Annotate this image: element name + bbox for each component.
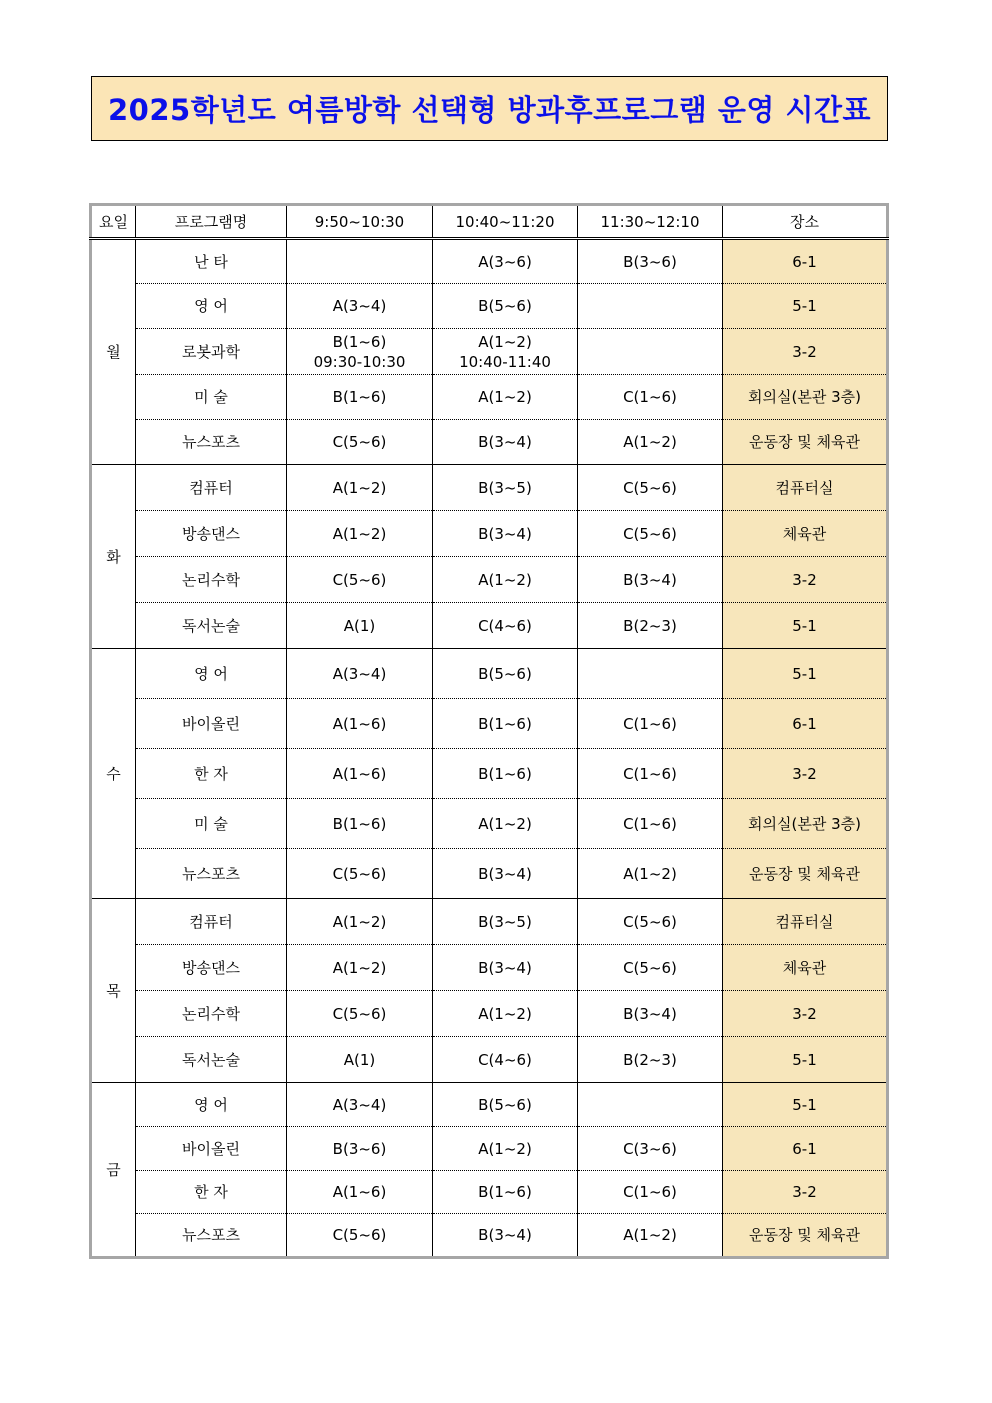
place-cell: 3-2 bbox=[723, 329, 888, 375]
program-name: 한 자 bbox=[136, 1171, 287, 1214]
slot3-cell: A(1~2) bbox=[578, 420, 723, 465]
page-title: 2025학년도 여름방학 선택형 방과후프로그램 운영 시간표 bbox=[107, 93, 871, 127]
table-row bbox=[91, 557, 888, 603]
slot3-cell bbox=[578, 649, 723, 699]
program-name: 영 어 bbox=[136, 1083, 287, 1127]
place-cell: 5-1 bbox=[723, 284, 888, 329]
slot2-cell: B(3~5) bbox=[433, 465, 578, 511]
table-row bbox=[91, 375, 888, 420]
table-row bbox=[91, 799, 888, 849]
place-cell: 5-1 bbox=[723, 603, 888, 649]
slot1-cell: B(1~6) bbox=[287, 799, 433, 849]
slot1-cell: C(5~6) bbox=[287, 991, 433, 1037]
place-cell: 운동장 및 체육관 bbox=[723, 849, 888, 899]
program-name: 컴퓨터 bbox=[136, 899, 287, 945]
header-slot1: 9:50~10:30 bbox=[287, 205, 433, 239]
slot2-cell: A(1~2) bbox=[433, 1127, 578, 1171]
day-cell: 목 bbox=[91, 899, 136, 1083]
table-row bbox=[91, 945, 888, 991]
slot3-cell: C(1~6) bbox=[578, 1171, 723, 1214]
program-name: 방송댄스 bbox=[136, 511, 287, 557]
table-row bbox=[91, 1083, 888, 1127]
program-name: 논리수학 bbox=[136, 991, 287, 1037]
slot2-cell: B(3~4) bbox=[433, 1214, 578, 1258]
slot3-cell: C(5~6) bbox=[578, 899, 723, 945]
program-name: 영 어 bbox=[136, 649, 287, 699]
table-row bbox=[91, 699, 888, 749]
program-name: 방송댄스 bbox=[136, 945, 287, 991]
table-row bbox=[91, 239, 888, 284]
slot2-cell: C(4~6) bbox=[433, 603, 578, 649]
place-cell: 5-1 bbox=[723, 1083, 888, 1127]
slot2-cell: A(3~6) bbox=[433, 239, 578, 284]
slot1-cell: B(1~6) bbox=[287, 375, 433, 420]
slot3-cell: C(5~6) bbox=[578, 945, 723, 991]
slot2-cell: A(1~2) bbox=[433, 799, 578, 849]
day-cell: 월 bbox=[91, 239, 136, 465]
table-row bbox=[91, 749, 888, 799]
table-row bbox=[91, 991, 888, 1037]
slot3-cell: C(1~6) bbox=[578, 699, 723, 749]
slot2-cell: B(3~4) bbox=[433, 849, 578, 899]
slot2-cell: B(5~6) bbox=[433, 1083, 578, 1127]
slot-group: A(1~2) bbox=[478, 332, 532, 351]
table-row bbox=[91, 511, 888, 557]
slot1-cell: A(1~6) bbox=[287, 1171, 433, 1214]
program-name: 뉴스포츠 bbox=[136, 420, 287, 465]
program-name: 논리수학 bbox=[136, 557, 287, 603]
slot2-cell: B(3~5) bbox=[433, 899, 578, 945]
slot1-cell: C(5~6) bbox=[287, 1214, 433, 1258]
slot3-cell: C(1~6) bbox=[578, 749, 723, 799]
place-cell: 체육관 bbox=[723, 511, 888, 557]
place-cell: 6-1 bbox=[723, 1127, 888, 1171]
place-cell: 운동장 및 체육관 bbox=[723, 420, 888, 465]
day-cell: 수 bbox=[91, 649, 136, 899]
slot3-cell: B(3~4) bbox=[578, 991, 723, 1037]
slot3-cell: B(3~6) bbox=[578, 239, 723, 284]
slot1-cell: A(3~4) bbox=[287, 649, 433, 699]
place-cell: 6-1 bbox=[723, 239, 888, 284]
slot1-cell bbox=[287, 329, 433, 375]
slot2-cell bbox=[433, 329, 578, 375]
table-row bbox=[91, 1127, 888, 1171]
slot3-cell bbox=[578, 284, 723, 329]
program-name: 바이올린 bbox=[136, 1127, 287, 1171]
slot1-cell: A(1~6) bbox=[287, 699, 433, 749]
place-cell: 5-1 bbox=[723, 649, 888, 699]
header-day: 요일 bbox=[91, 205, 136, 239]
slot2-cell: A(1~2) bbox=[433, 991, 578, 1037]
table-row bbox=[91, 420, 888, 465]
slot1-cell: A(1~6) bbox=[287, 749, 433, 799]
slot3-cell: A(1~2) bbox=[578, 1214, 723, 1258]
program-name: 바이올린 bbox=[136, 699, 287, 749]
slot-time-note: 10:40-11:40 bbox=[459, 352, 551, 371]
slot1-cell: A(1~2) bbox=[287, 945, 433, 991]
place-cell: 컴퓨터실 bbox=[723, 899, 888, 945]
program-name: 뉴스포츠 bbox=[136, 849, 287, 899]
program-name: 컴퓨터 bbox=[136, 465, 287, 511]
table-row bbox=[91, 329, 888, 375]
slot3-cell: B(2~3) bbox=[578, 603, 723, 649]
slot1-cell: C(5~6) bbox=[287, 420, 433, 465]
slot3-cell: C(1~6) bbox=[578, 799, 723, 849]
program-name: 미 술 bbox=[136, 799, 287, 849]
slot2-cell: B(3~4) bbox=[433, 511, 578, 557]
slot1-cell: B(3~6) bbox=[287, 1127, 433, 1171]
program-name: 뉴스포츠 bbox=[136, 1214, 287, 1258]
table-row bbox=[91, 899, 888, 945]
slot1-cell: C(5~6) bbox=[287, 557, 433, 603]
slot2-cell: B(5~6) bbox=[433, 284, 578, 329]
place-cell: 3-2 bbox=[723, 991, 888, 1037]
place-cell: 5-1 bbox=[723, 1037, 888, 1083]
day-cell: 금 bbox=[91, 1083, 136, 1258]
program-name: 난 타 bbox=[136, 239, 287, 284]
table-row bbox=[91, 284, 888, 329]
slot2-cell: B(1~6) bbox=[433, 699, 578, 749]
slot2-cell: B(1~6) bbox=[433, 749, 578, 799]
program-name: 독서논술 bbox=[136, 1037, 287, 1083]
slot2-cell: B(3~4) bbox=[433, 945, 578, 991]
slot1-cell: C(5~6) bbox=[287, 849, 433, 899]
place-cell: 3-2 bbox=[723, 557, 888, 603]
place-cell: 3-2 bbox=[723, 1171, 888, 1214]
program-name: 한 자 bbox=[136, 749, 287, 799]
slot3-cell: C(1~6) bbox=[578, 375, 723, 420]
slot3-cell bbox=[578, 329, 723, 375]
slot1-cell: A(1~2) bbox=[287, 465, 433, 511]
place-cell: 회의실(본관 3층) bbox=[723, 799, 888, 849]
slot3-cell: A(1~2) bbox=[578, 849, 723, 899]
table-row bbox=[91, 649, 888, 699]
table-row bbox=[91, 603, 888, 649]
table-row bbox=[91, 1037, 888, 1083]
program-name: 미 술 bbox=[136, 375, 287, 420]
place-cell: 3-2 bbox=[723, 749, 888, 799]
table-row bbox=[91, 1171, 888, 1214]
slot1-cell: A(1) bbox=[287, 1037, 433, 1083]
table-row bbox=[91, 849, 888, 899]
place-cell: 운동장 및 체육관 bbox=[723, 1214, 888, 1258]
header-program: 프로그램명 bbox=[136, 205, 287, 239]
slot1-cell: A(1) bbox=[287, 603, 433, 649]
slot1-cell: A(3~4) bbox=[287, 284, 433, 329]
place-cell: 컴퓨터실 bbox=[723, 465, 888, 511]
header-place: 장소 bbox=[723, 205, 888, 239]
slot3-cell: C(5~6) bbox=[578, 511, 723, 557]
place-cell: 6-1 bbox=[723, 699, 888, 749]
slot2-cell: B(3~4) bbox=[433, 420, 578, 465]
slot3-cell: C(3~6) bbox=[578, 1127, 723, 1171]
program-name: 독서논술 bbox=[136, 603, 287, 649]
schedule-table bbox=[89, 203, 889, 1259]
slot-time-note: 09:30-10:30 bbox=[313, 352, 406, 371]
slot2-cell: C(4~6) bbox=[433, 1037, 578, 1083]
slot2-cell: A(1~2) bbox=[433, 557, 578, 603]
place-cell: 회의실(본관 3층) bbox=[723, 375, 888, 420]
slot1-cell: A(3~4) bbox=[287, 1083, 433, 1127]
slot3-cell: C(5~6) bbox=[578, 465, 723, 511]
slot1-cell: A(1~2) bbox=[287, 899, 433, 945]
title-box bbox=[91, 76, 888, 141]
header-slot2: 10:40~11:20 bbox=[433, 205, 578, 239]
header-slot3: 11:30~12:10 bbox=[578, 205, 723, 239]
slot2-cell: A(1~2) bbox=[433, 375, 578, 420]
program-name: 영 어 bbox=[136, 284, 287, 329]
slot3-cell: B(2~3) bbox=[578, 1037, 723, 1083]
header-row bbox=[91, 205, 888, 239]
table-row bbox=[91, 465, 888, 511]
slot-group: B(1~6) bbox=[332, 332, 387, 351]
table-row bbox=[91, 1214, 888, 1258]
slot3-cell: B(3~4) bbox=[578, 557, 723, 603]
slot1-cell: A(1~2) bbox=[287, 511, 433, 557]
place-cell: 체육관 bbox=[723, 945, 888, 991]
slot2-cell: B(1~6) bbox=[433, 1171, 578, 1214]
program-name: 로봇과학 bbox=[136, 329, 287, 375]
schedule-body bbox=[91, 239, 888, 1258]
day-cell: 화 bbox=[91, 465, 136, 649]
slot2-cell: B(5~6) bbox=[433, 649, 578, 699]
slot3-cell bbox=[578, 1083, 723, 1127]
slot1-cell bbox=[287, 239, 433, 284]
